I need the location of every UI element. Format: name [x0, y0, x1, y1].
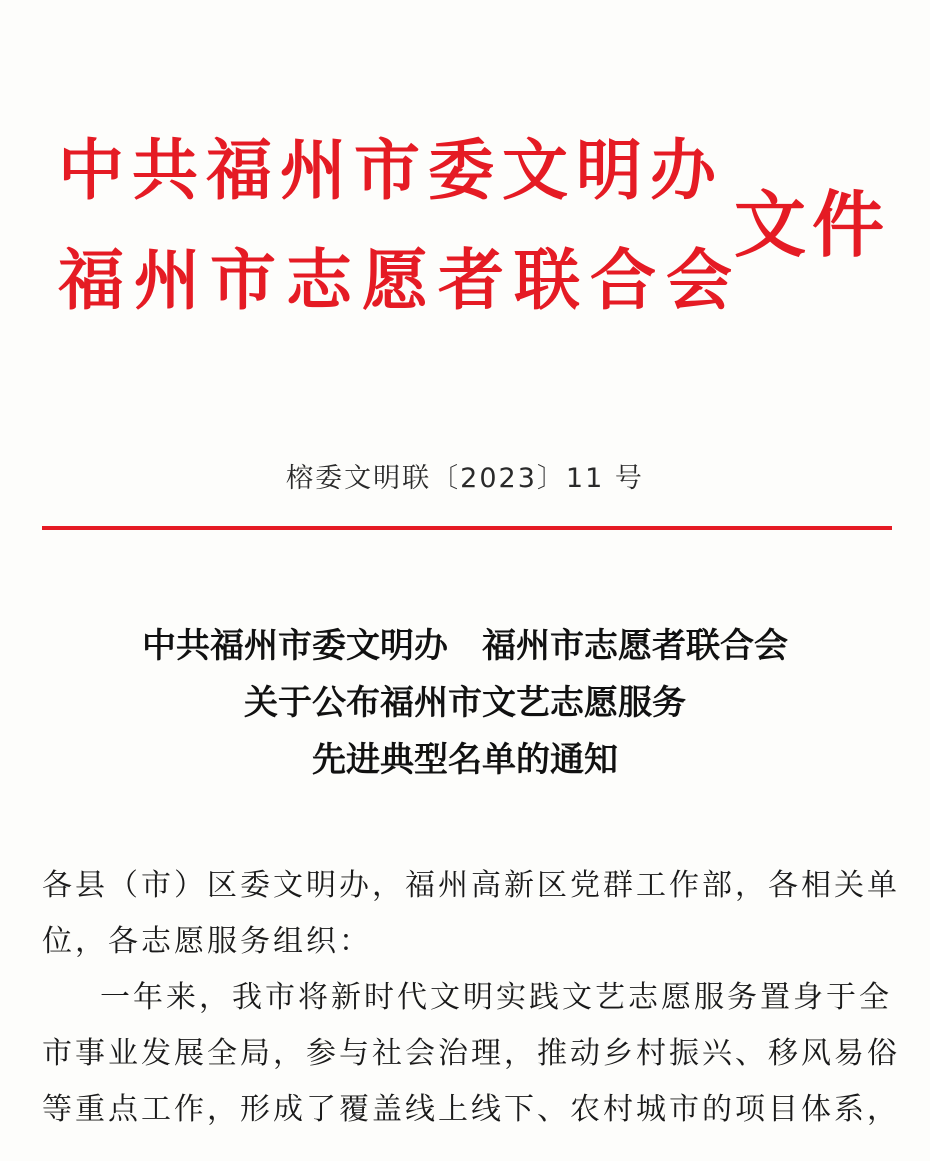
letterhead-org-1: 中共福州市委文明办: [58, 131, 724, 209]
title-line-2: 关于公布福州市文艺志愿服务: [244, 683, 686, 723]
body-line-paragraph-2: 市事业发展全局，参与社会治理，推动乡村振兴、移风易俗: [42, 1036, 900, 1071]
body-line-addressee-1: 各县（市）区委文明办，福州高新区党群工作部，各相关单: [42, 868, 900, 903]
document-body: [42, 858, 902, 1138]
title-line-3: 先进典型名单的通知: [312, 740, 618, 780]
letterhead-doc-word: 文件: [734, 182, 891, 267]
letterhead-org-2: 福州市志愿者联合会: [58, 241, 742, 319]
body-line-addressee-2: 位，各志愿服务组织：: [42, 924, 372, 959]
body-line-paragraph-3: 等重点工作，形成了覆盖线上线下、农村城市的项目体系，: [42, 1092, 900, 1127]
body-line-paragraph-1: 一年来，我市将新时代文明实践文艺志愿服务置身于全: [100, 980, 892, 1015]
document-number: 榕委文明联〔2023〕11 号: [286, 463, 644, 494]
red-divider-rule: [42, 526, 892, 530]
title-line-1: 中共福州市委文明办 福州市志愿者联合会: [142, 626, 788, 666]
document-title: [0, 618, 930, 789]
